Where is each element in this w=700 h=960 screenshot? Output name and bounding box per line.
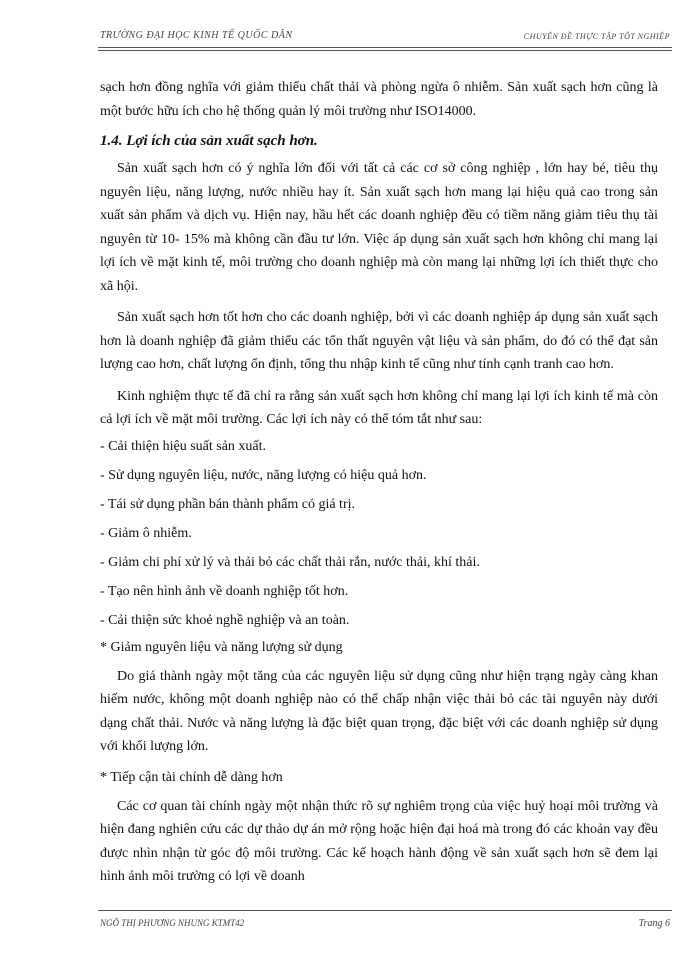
page-footer bbox=[100, 918, 670, 932]
header-left-text: TRƯỜNG ĐẠI HỌC KINH TẾ QUỐC DÂN bbox=[100, 30, 293, 41]
footer-rule bbox=[98, 910, 672, 911]
paragraph-reduce-materials: Do giá thành ngày một tăng của các nguyên liệu sử dụng cũng như hiện trạng ngày càng khan hiếm nước, không một doanh nghiệp nào có thể chấp nhận việc thải bỏ các tài nguyên này dưới dạng chất thải. Nước và năng lượng là đặc biệt quan trọng, đặc biệt với các doanh nghiệp sử dụng với khối lượng lớn. bbox=[100, 668, 658, 754]
list-item: - Tạo nên hình ảnh về doanh nghiệp tốt hơn. bbox=[100, 583, 349, 599]
benefit-list bbox=[100, 432, 658, 635]
page-header bbox=[100, 30, 670, 46]
footer-author: NGÔ THỊ PHƯƠNG NHUNG KTMT42 bbox=[100, 918, 245, 928]
header-right-text: CHUYÊN ĐỀ THỰC TẬP TỐT NGHIỆP bbox=[523, 32, 670, 41]
paragraph-business-benefits: Sản xuất sạch hơn tốt hơn cho các doanh nghiệp, bởi vì các doanh nghiệp áp dụng sản xuất sạch hơn là doanh nghiệp đã giảm thiểu các tổn thất nguyên vật liệu và sản phẩm, do đó có thể đạt sản lượng cao hơn, chất lượng ổn định, tổng thu nhập kinh tế cũng như tính cạnh tranh cao hơn. bbox=[100, 310, 658, 372]
page-number: Trang 6 bbox=[638, 918, 670, 929]
subheading-reduce-materials: * Giảm nguyên liệu và năng lượng sử dụng bbox=[100, 639, 343, 655]
paragraph-continuation: sạch hơn đồng nghĩa với giảm thiểu chất thải và phòng ngừa ô nhiễm. Sản xuất sạch hơn cũng là một bước hữu ích cho hệ thống quản lý môi trường như ISO14000. bbox=[100, 80, 658, 119]
list-item: - Tái sử dụng phần bán thành phẩm có giá trị. bbox=[100, 496, 355, 512]
subheading-finance-access: * Tiếp cận tài chính dễ dàng hơn bbox=[100, 769, 283, 785]
list-item: - Cải thiện hiệu suất sản xuất. bbox=[100, 438, 267, 454]
section-heading: 1.4. Lợi ích của sản xuất sạch hơn. bbox=[100, 133, 318, 149]
paragraph-finance-access: Các cơ quan tài chính ngày một nhận thức rõ sự nghiêm trọng của việc huỷ hoại môi trường và hiện đang nghiên cứu các dự thảo dự án mở rộng hoặc hiện đại hoá mà trong đó các khoản vay đều được nhìn nhận từ góc độ môi trường. Các kế hoạch hành động về sản xuất sạch hơn sẽ đem lại hình ảnh môi trường có lợi về doanh bbox=[100, 798, 658, 884]
list-item: - Giảm chi phí xử lý và thải bỏ các chất thải rắn, nước thải, khí thải. bbox=[100, 554, 480, 570]
list-item: - Giảm ô nhiễm. bbox=[100, 525, 192, 541]
list-item: - Cải thiện sức khoẻ nghề nghiệp và an toàn. bbox=[100, 612, 350, 628]
paragraph-experience: Kinh nghiệm thực tế đã chỉ ra rằng sản xuất sạch hơn không chỉ mang lại lợi ích kinh tế mà còn cả lợi ích về mặt môi trường. Các lợi ích này có thể tóm tắt như sau: bbox=[100, 388, 658, 427]
header-rule bbox=[98, 47, 672, 51]
list-item: - Sử dụng nguyên liệu, nước, năng lượng có hiệu quả hơn. bbox=[100, 467, 427, 483]
document-body bbox=[100, 76, 658, 889]
paragraph-benefits-intro: Sản xuất sạch hơn có ý nghĩa lớn đối với tất cả các cơ sở công nghiệp , lớn hay bé, tiêu thụ nguyên liệu, năng lượng, nước nhiều hay ít. Sản xuất sạch hơn mang lại hiệu quả cao trong sản xuất sản phẩm và dịch vụ. Hiện nay, hầu hết các doanh nghiệp đều có tiềm năng giảm tiêu thụ tài nguyên từ 10- 15% mà không cần đầu tư lớn. Việc áp dụng sản xuất sạch hơn không chỉ mang lại lợi ích về mặt kinh tế, môi trường cho doanh nghiệp mà còn mang lại những lợi ích thiết thực cho xã hội. bbox=[100, 161, 658, 294]
